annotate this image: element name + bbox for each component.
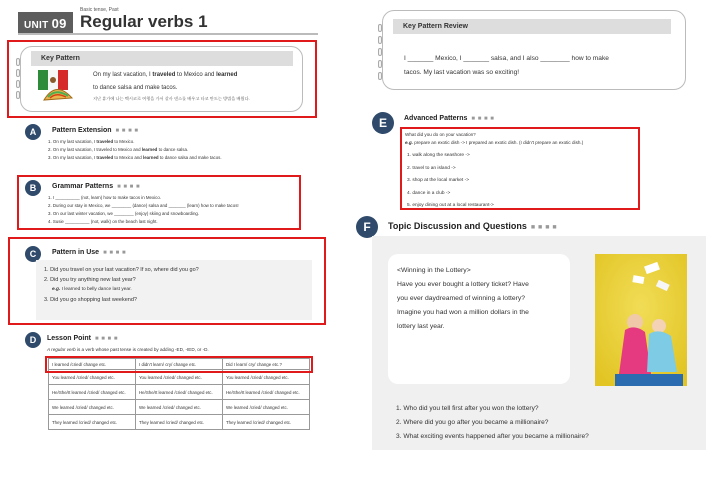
key-pattern-tab: Key Pattern: [31, 51, 293, 66]
section-d-badge: D: [25, 332, 41, 348]
section-e-example: e.g. prepare an exotic dish -> I prepared an exotic dish. (I didn't prepare an exotic dish.): [405, 140, 584, 145]
section-a-dots: ■ ■ ■ ■: [115, 128, 139, 134]
unit-badge-prefix: UNIT: [24, 20, 49, 31]
section-f-badge: F: [356, 216, 378, 238]
section-b-title: Grammar Patterns ■ ■ ■ ■: [52, 183, 141, 190]
table-header-highlight: [45, 356, 313, 373]
section-b-item-4: 4. Susie __________ (not, walk) on the beach last night.: [48, 219, 158, 224]
section-b-item-3: 3. On our last winter vacation, we ________ (enjoy) skiing and snowboarding.: [48, 211, 200, 216]
section-e-badge: E: [372, 112, 394, 134]
table-row: We learned /cried/ changed etc. We learned /cried/ changed etc. We learned /cried/ changed etc.: [49, 400, 310, 415]
unit-badge: [18, 12, 73, 35]
section-d-dots: ■ ■ ■ ■: [94, 336, 118, 342]
lottery-winners-photo: [595, 254, 687, 386]
unit-badge-number: 09: [51, 16, 67, 31]
unit-title: Regular verbs 1: [80, 12, 208, 31]
table-row: They learned /cried/ changed etc. They learned /cried/ changed etc. They learned /cried/ changed etc.: [49, 415, 310, 430]
section-e-question: What did you do on your vacation?: [405, 132, 476, 137]
topic-bubble-text: <Winning in the Lottery> Have you ever bought a lottery ticket? Have you ever daydreamed of winning a lottery? Imagine you had won a million dollars in the lottery last year.: [397, 267, 529, 330]
section-c-example: e.g. I learned to belly dance last year.: [52, 287, 132, 292]
header-divider: [18, 33, 318, 35]
section-d-note: A regular verb is a verb whose past tense is created by adding -ED, -IED, or -D.: [47, 347, 209, 352]
section-b-dots: ■ ■ ■ ■: [117, 184, 141, 190]
section-e-item-4: 4. dance in a club ->: [407, 190, 451, 196]
section-e-title: Advanced Patterns ■ ■ ■ ■: [404, 115, 495, 122]
section-a-list: [48, 138, 222, 162]
section-a-item-2: 2. On my last vacation, I traveled to Mexico and learned to dance salsa.: [48, 147, 189, 152]
section-c-q2: 2. Did you try anything new last year?: [44, 277, 136, 283]
topic-questions: [396, 402, 589, 444]
section-c-q1: 1. Did you travel on your last vacation? If so, where did you go?: [44, 267, 199, 273]
section-a-item-3: 3. On my last vacation, I traveled to Mexico and learned to dance salsa and make tacos.: [48, 155, 222, 160]
topic-question-3: 3. What exciting events happened after you became a millionaire?: [396, 433, 589, 440]
key-review-rings: [378, 24, 382, 80]
key-pattern-line2: to dance salsa and make tacos.: [93, 85, 178, 91]
section-e-item-5: 5. enjoy dining out at a local restaurant->: [407, 203, 494, 208]
section-a-title: Pattern Extension ■ ■ ■ ■: [52, 127, 139, 134]
section-c-title: Pattern in Use ■ ■ ■ ■: [52, 249, 127, 256]
table-row: He/She/It learned /cried/ changed etc. He/She/It learned /cried/ changed etc. He/She/It learned /cried/ changed etc.: [49, 385, 310, 400]
key-review-line1: I _______ Mexico, I _______ salsa, and I also ________ how to make: [404, 55, 609, 62]
section-e-list: [405, 150, 583, 213]
key-pattern-line1: On my last vacation, I traveled to Mexico and learned: [93, 72, 238, 78]
section-e-item-1: 1. walk along the seashore ->: [407, 153, 470, 158]
section-a-item-1: 1. On my last vacation, I traveled to Mexico.: [48, 139, 135, 144]
unit-subtitle: Basic tense, Past: [80, 7, 119, 13]
section-b-item-2: 2. During our stay in Mexico, we ________ (dance) salsa and _______ (learn) how to make tacos!: [48, 203, 239, 208]
mexico-taco-illustration: [36, 68, 76, 104]
section-e-item-3: 3. shop at the local market ->: [407, 178, 469, 183]
section-e-item-2: 2. travel to an island ->: [407, 165, 456, 171]
section-f-title: Topic Discussion and Questions ■ ■ ■ ■: [388, 221, 558, 231]
section-b-badge: B: [25, 180, 41, 196]
key-review-line2: tacos. My last vacation was so exciting!: [404, 69, 520, 76]
section-c-list: [44, 265, 199, 305]
section-c-dots: ■ ■ ■ ■: [103, 250, 127, 256]
section-f-dots: ■ ■ ■ ■: [530, 224, 558, 231]
section-a-badge: A: [25, 124, 41, 140]
topic-question-2: 2. Where did you go after you became a millionaire?: [396, 419, 549, 426]
key-review-tab: Key Pattern Review: [393, 19, 671, 34]
section-e-content: [405, 131, 583, 213]
key-review-text: [404, 52, 609, 80]
key-pattern-rings: [16, 58, 20, 99]
section-c-q3: 3. Did you go shopping last weekend?: [44, 297, 137, 303]
table-row: You learned /cried/ changed etc. You learned /cried/ changed etc. You learned /cried/ changed etc.: [49, 370, 310, 385]
section-b-item-1: 1. I __________ (not, learn) how to make tacos in Mexico.: [48, 195, 162, 200]
table-row: I learned /cried/ change etc. I didn't learn/ cry/ change etc. Did I learn/ cry/ change etc.?: [49, 359, 310, 370]
topic-question-1: 1. Who did you tell first after you won the lottery?: [396, 405, 539, 412]
key-pattern-korean: 지난 휴가에 나는 멕시코로 여행을 가서 살사 댄스를 배우고 타코 만드는 방법을 배웠다.: [93, 96, 250, 101]
section-c-badge: C: [25, 246, 41, 262]
section-d-title: Lesson Point ■ ■ ■ ■: [47, 335, 118, 342]
section-b-list: [48, 194, 239, 226]
section-e-dots: ■ ■ ■ ■: [471, 116, 495, 122]
